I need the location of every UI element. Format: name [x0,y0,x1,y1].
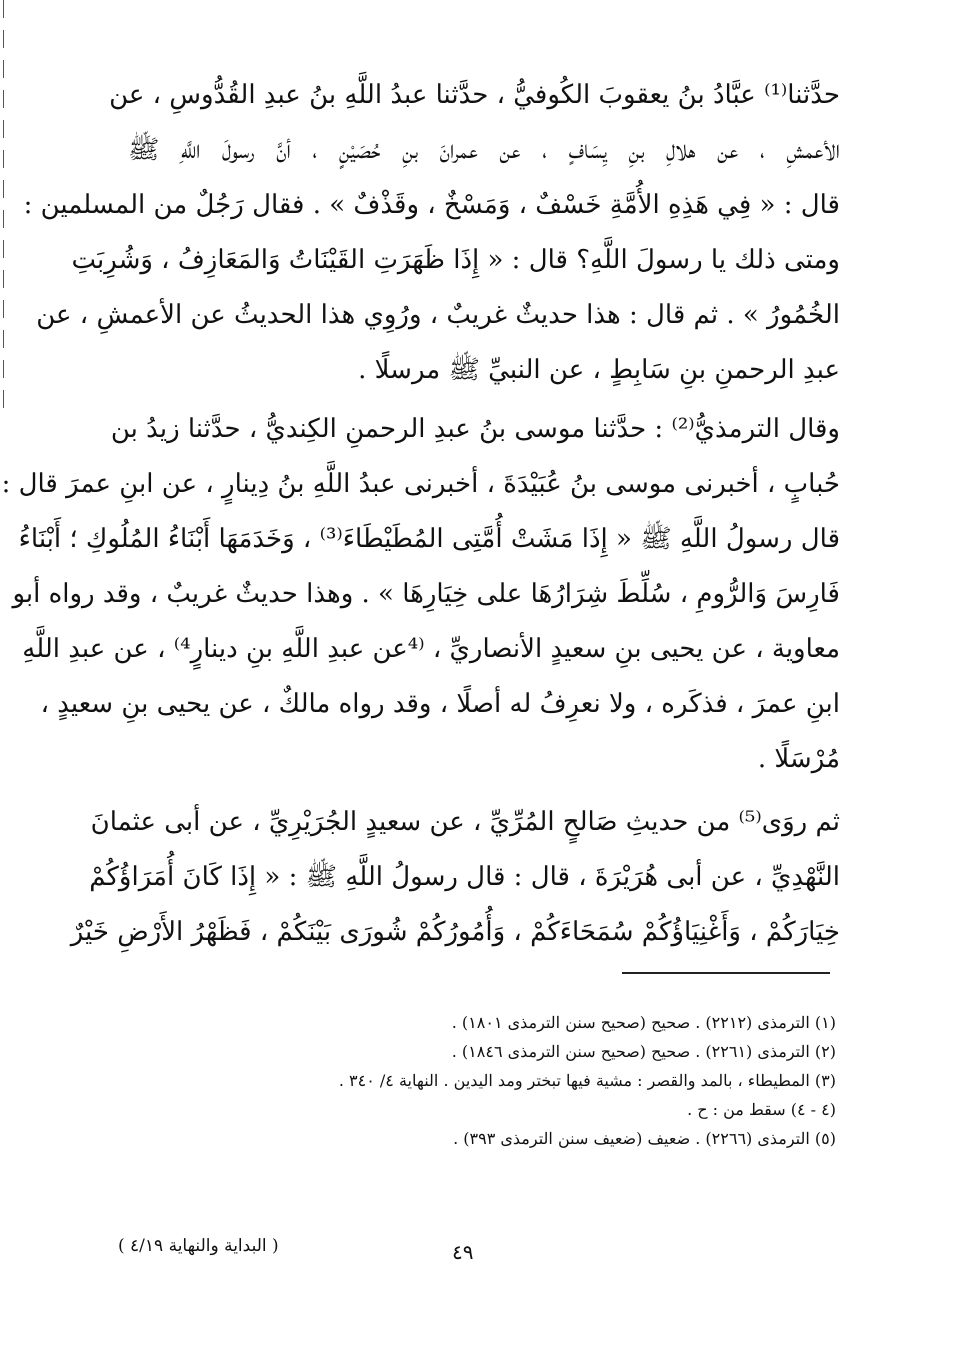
text-line: مُرْسَلًا . [757,744,840,774]
text-line: الأعمشِ ، عن هلالِ بنِ يِسَافٍ ، عن عمرانَ بنِ حُصَيْنٍ ، أنَّ رسولَ اللَّهِ ﷺ [128,135,840,165]
footnote-3: (٣) المطيطاء ، بالمد والقصر : مشية فيها تبختر ومد اليدين . النهاية ٤/ ٣٤٠ . [338,1071,836,1090]
text-line: ابنِ عمرَ ، فذكَره ، ولا نعرِفُ له أصلًا ، وقد رواه مالكٌ ، عن يحيى بنِ سعيدٍ ، [40,689,840,719]
footnote-4: (٤ - ٤) سقط من : ح . [687,1100,836,1119]
text-line: الخُمُورُ » . ثم قال : هذا حديثٌ غريبٌ ، ورُوِي هذا الحديثُ عن الأعمشِ ، عن [36,300,840,330]
text-line: ثم روَى⁽⁵⁾ من حديثِ صَالحٍ المُرِّيِّ ، عن سعيدٍ الجُرَيْرِيِّ ، عن أبى عثمانَ [90,807,840,837]
footnotes [280,1008,836,1153]
text-line: معاوية ، عن يحيى بنِ سعيدٍ الأنصاريِّ ، ⁽⁴عن عبدِ اللَّهِ بنِ دينارٍ⁴⁾ ، عن عبدِ اللَّهِ [22,634,840,664]
text-line: قال : « فِي هَذِهِ الأُمَّةِ خَسْفٌ ، وَمَسْخٌ ، وقَذْفٌ » . فقال رَجُلٌ من المسلمين : [23,190,840,220]
main-text [1,68,840,972]
running-footer: ( البداية والنهاية ٤/١٩ ) [118,1236,279,1256]
text-line: وقال الترمذيُّ⁽²⁾ : حدَّثنا موسى بنُ عبدِ الرحمنِ الكِنديُّ ، حدَّثنا زيدُ بن [110,414,840,444]
page-number: ٤٩ [452,1240,474,1264]
footnote-2: (٢) الترمذى (٢٢٦١) . صحيح (صحيح سنن الترمذى ١٨٤٦) . [451,1042,836,1061]
footnote-5: (٥) الترمذى (٢٢٦٦) . ضعيف (ضعيف سنن الترمذى ٣٩٣) . [453,1129,836,1148]
text-line: خِيَارَكُمْ ، وَأَغْنِيَاؤُكُمْ سُمَحَاءَكُمْ ، وَأُمُورُكُمْ شُورَى بَيْنَكُمْ ، فَظَهْرُ الأَرْضِ خَيْرٌ [70,917,840,947]
text-line: ومتى ذلك يا رسولَ اللَّهِ؟ قال : « إِذَا ظَهَرَتِ القَيْنَاتُ وَالمَعَازِفُ ، وَشُرِبَتِ [71,245,840,275]
text-line: النَّهْدِيِّ ، عن أبى هُرَيْرَةَ ، قال : قال رسولُ اللَّهِ ﷺ : « إِذَا كَانَ أُمَرَاؤُكُمْ [89,862,840,892]
text-line: قال رسولُ اللَّهِ ﷺ « إِذَا مَشَتْ أُمَّتِى المُطَيْطَاءَ⁽³⁾ ، وَخَدَمَهَا أَبْنَاءُ المُلُوكِ ؛ أَبْنَاءُ [18,524,840,554]
text-line: عبدِ الرحمنِ بنِ سَابِطٍ ، عن النبيِّ ﷺ مرسلًا . [358,355,840,385]
footnote-1: (١) الترمذى (٢٢١٢) . صحيح (صحيح سنن الترمذى ١٨٠١) . [451,1013,836,1032]
text-line: حُبابٍ ، أخبرنى موسى بنُ عُبَيْدَةَ ، أخبرنى عبدُ اللَّهِ بنُ دِينارٍ ، عن ابنِ عمرَ قال : [1,469,840,499]
text-line: حدَّثنا⁽¹⁾ عبَّادُ بنُ يعقوبَ الكُوفيُّ ، حدَّثنا عبدُ اللَّهِ بنُ عبدِ القُدُّوسِ ، عن [109,80,840,110]
paragraph-3 [70,795,840,960]
text-line: فَارِسَ وَالرُّومِ ، سُلِّطَ شِرَارُهَا على خِيَارِهَا » . وهذا حديثٌ غريبٌ ، وقد رواه أبو [12,579,840,609]
paragraph-1 [23,68,840,398]
paragraph-2 [1,402,840,787]
footnote-separator [622,972,830,974]
